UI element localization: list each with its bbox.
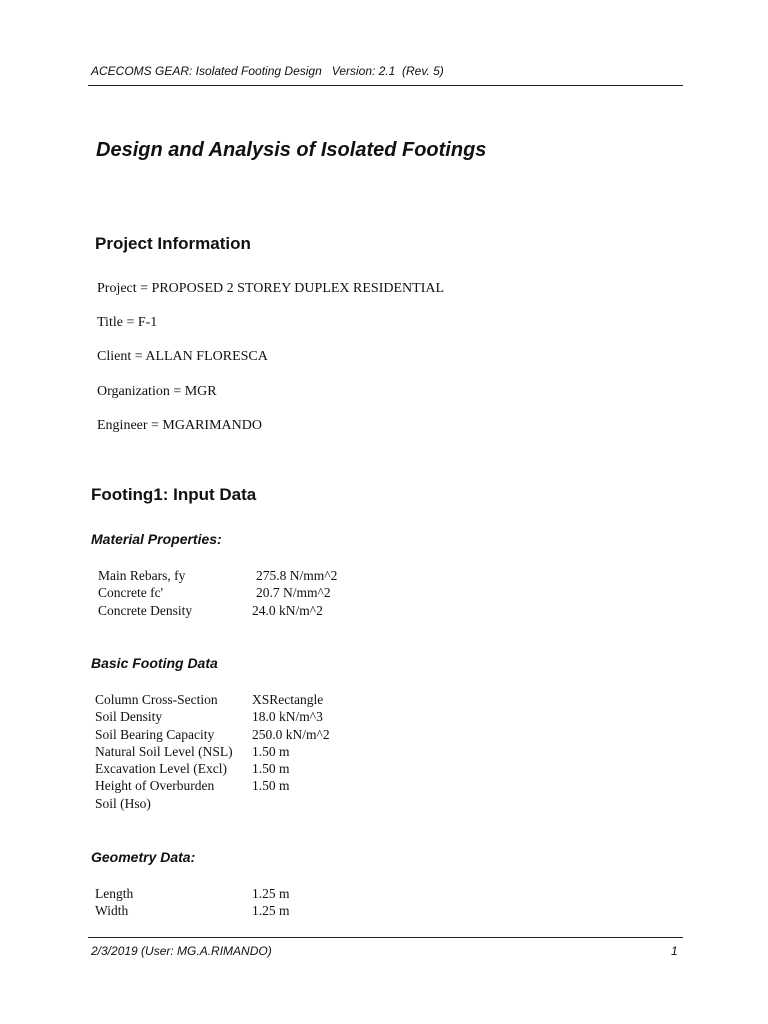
- page-number: 1: [671, 944, 678, 958]
- project-info-heading: Project Information: [95, 234, 251, 253]
- row-value: 1.25 m: [252, 886, 290, 901]
- row-label: Width: [95, 903, 129, 919]
- basic-footing-heading: Basic Footing Data: [91, 655, 218, 671]
- row-value: XSRectangle: [252, 692, 324, 707]
- row-label: Soil Density: [95, 709, 163, 725]
- row-label: Soil (Hso): [95, 795, 151, 811]
- table-row: [95, 760, 290, 777]
- table-row: [98, 567, 338, 584]
- row-value: 1.50 m: [252, 778, 290, 794]
- table-row: [95, 777, 290, 794]
- table-row: [95, 902, 290, 919]
- table-row: [95, 885, 290, 902]
- row-value: 24.0 kN/m^2: [252, 602, 323, 618]
- table-row: [98, 602, 323, 619]
- row-label: Concrete fc': [98, 585, 164, 601]
- row-label: Soil Bearing Capacity: [95, 726, 215, 742]
- row-value: 20.7 N/mm^2: [256, 585, 331, 601]
- table-row: [95, 708, 323, 725]
- header-rule: [88, 85, 683, 86]
- row-label: Natural Soil Level (NSL): [95, 743, 233, 759]
- project-field: Project = PROPOSED 2 STOREY DUPLEX RESIDENTIAL: [97, 281, 445, 296]
- footing-input-heading: Footing1: Input Data: [91, 485, 257, 504]
- table-row: [95, 795, 233, 812]
- basic-footing-table: [95, 691, 330, 812]
- row-value: 18.0 kN/m^3: [252, 709, 323, 725]
- geometry-heading: Geometry Data:: [91, 849, 196, 865]
- geometry-table: [95, 885, 290, 920]
- row-label: Column Cross-Section: [95, 692, 218, 707]
- row-label: Height of Overburden: [95, 778, 215, 794]
- title-field: Title = F-1: [97, 315, 158, 330]
- row-value: 1.25 m: [252, 903, 290, 919]
- row-label: Main Rebars, fy: [98, 568, 186, 583]
- document-title: Design and Analysis of Isolated Footings: [96, 139, 487, 161]
- row-label: Excavation Level (Excl): [95, 761, 227, 777]
- material-properties-heading: Material Properties:: [91, 531, 222, 547]
- row-label: Length: [95, 886, 134, 901]
- page-header: ACECOMS GEAR: Isolated Footing Design Version: 2.1 (Rev. 5): [91, 64, 444, 78]
- table-row: [95, 726, 330, 743]
- footer-date-user: 2/3/2019 (User: MG.A.RIMANDO): [91, 944, 272, 958]
- footer-rule: [88, 937, 683, 938]
- material-properties-table: [98, 567, 338, 619]
- table-row: [95, 743, 290, 760]
- row-value: 275.8 N/mm^2: [256, 568, 338, 583]
- row-label: Concrete Density: [98, 602, 193, 618]
- row-value: 1.50 m: [252, 761, 290, 777]
- row-value: 250.0 kN/m^2: [252, 726, 330, 742]
- table-row: [98, 584, 331, 601]
- table-row: [95, 691, 324, 708]
- organization-field: Organization = MGR: [97, 384, 217, 399]
- client-field: Client = ALLAN FLORESCA: [97, 349, 268, 364]
- engineer-field: Engineer = MGARIMANDO: [97, 418, 262, 433]
- row-value: 1.50 m: [252, 743, 290, 759]
